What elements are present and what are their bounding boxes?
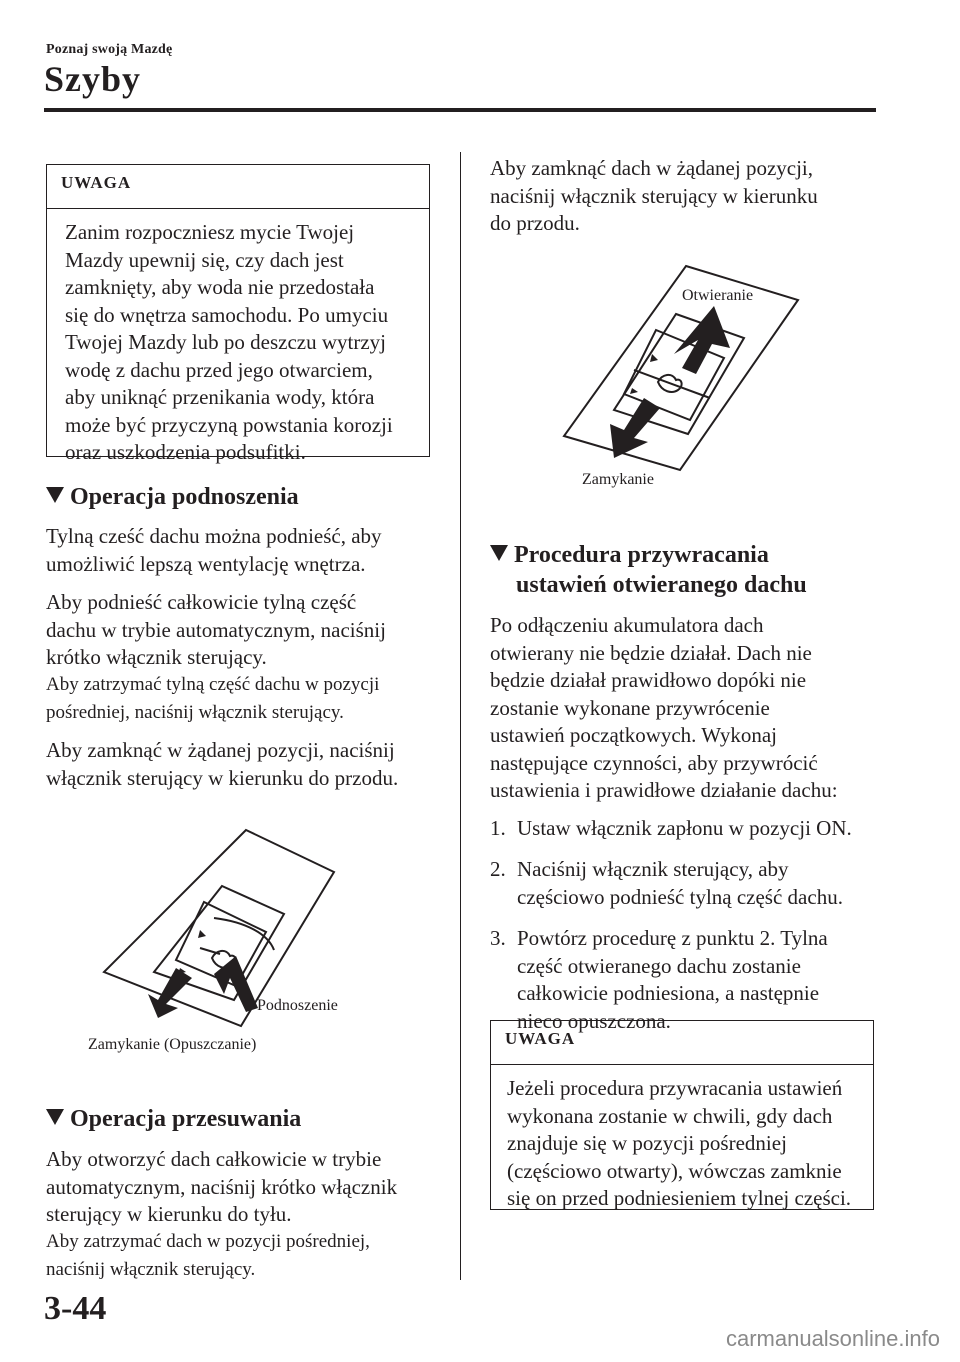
note-line: wodę z dachu przed jego otwarciem, <box>65 357 373 382</box>
text-line: krótko włącznik sterujący. <box>46 645 267 669</box>
paragraph <box>46 1146 397 1229</box>
page-title: Szyby <box>44 59 142 99</box>
heading-text: Procedura przywracania <box>514 542 769 568</box>
note-line: aby uniknąć przenikania wody, która <box>65 385 375 409</box>
watermark: carmanualsonline.info <box>725 1326 940 1351</box>
note-text <box>491 1065 873 1213</box>
list-text <box>517 815 852 843</box>
text-line: naciśnij włącznik sterujący. <box>46 1258 256 1280</box>
paragraph <box>46 1228 370 1283</box>
note-line: się on przed podniesieniem tylnej części. <box>507 1186 852 1210</box>
note-line: Twojej Mazdy lub po deszczu wytrzyj <box>65 330 387 354</box>
text-line: automatycznym, naciśnij krótko włącznik <box>46 1174 398 1199</box>
list-text <box>517 856 843 911</box>
text-line: włącznik sterujący w kierunku do przodu. <box>46 765 399 790</box>
text-line: naciśnij włącznik sterujący w kierunku <box>490 183 818 208</box>
note-line: się do wnętrza samochodu. Po umyciu <box>65 302 389 327</box>
note-line: znajduje się w pozycji pośredniej <box>507 1131 787 1155</box>
text-line: Aby otworzyć dach całkowicie w trybie <box>46 1147 382 1171</box>
section-heading-lift <box>46 482 299 512</box>
note-box-reset <box>490 1020 874 1210</box>
heading-text: Operacja przesuwania <box>70 1106 302 1132</box>
text-line: Po odłączeniu akumulatora dach <box>490 613 764 637</box>
text-line: umożliwić lepszą wentylację wnętrza. <box>46 551 366 576</box>
text-line: do przodu. <box>490 211 580 235</box>
text-line: Ustaw włącznik zapłonu w pozycji ON. <box>517 816 852 840</box>
text-line: dachu w trybie automatycznym, naciśnij <box>46 617 386 642</box>
list-number: 3. <box>490 926 506 950</box>
heading-text: ustawień otwieranego dachu <box>516 572 807 598</box>
text-line: Powtórz procedurę z punktu 2. Tylna <box>517 926 828 950</box>
text-line: część otwieranego dachu zostanie <box>517 953 801 978</box>
paragraph <box>46 523 382 578</box>
note-line: oraz uszkodzenia podsufitki. <box>65 440 306 464</box>
note-line: zamknięty, aby woda nie przedostała <box>65 275 375 299</box>
paragraph <box>490 612 838 805</box>
column-divider <box>460 152 461 1280</box>
text-line: częściowo podnieść tylną część dachu. <box>517 884 843 909</box>
list-text <box>517 925 828 1035</box>
text-line: Aby podnieść całkowicie tylną część <box>46 590 357 614</box>
text-line: zostanie wykonane przywrócenie <box>490 695 770 720</box>
figure-label: Otwieranie <box>682 287 754 304</box>
triangle-bullet-icon <box>490 545 508 561</box>
list-number: 1. <box>490 816 506 840</box>
text-line: sterujący w kierunku do tyłu. <box>46 1202 292 1226</box>
note-text <box>47 209 429 467</box>
paragraph <box>46 671 379 726</box>
note-line: Mazdy upewnij się, czy dach jest <box>65 247 344 272</box>
note-line: może być przyczyną powstania korozji <box>65 412 393 437</box>
note-line: wykonana zostanie w chwili, gdy dach <box>507 1103 833 1128</box>
paragraph <box>46 589 386 672</box>
text-line: pośredniej, naciśnij włącznik sterujący. <box>46 701 344 723</box>
text-line: ustawienia i prawidłowe działanie dachu: <box>490 778 838 802</box>
text-line: ustawień początkowych. Wykonaj <box>490 723 778 747</box>
figure-label: Podnoszenie <box>257 997 338 1014</box>
list-number: 2. <box>490 857 506 881</box>
triangle-bullet-icon <box>46 1109 64 1125</box>
text-line: Tylną cześć dachu można podnieść, aby <box>46 524 382 548</box>
note-line: Zanim rozpoczniesz mycie Twojej <box>65 220 355 244</box>
text-line: Aby zatrzymać tylną część dachu w pozycji <box>46 674 380 695</box>
text-line: Aby zamknąć w żądanej pozycji, naciśnij <box>46 738 395 762</box>
page-number: 3-44 <box>44 1290 107 1327</box>
note-line: (częściowo otwarty), wówczas zamknie <box>507 1158 842 1183</box>
text-line: Naciśnij włącznik sterujący, aby <box>517 857 789 881</box>
text-line: nieco opuszczona. <box>517 1008 671 1033</box>
figure-label: Zamykanie (Opuszczanie) <box>88 1036 257 1053</box>
paragraph <box>46 737 398 792</box>
text-line: Aby zamknąć dach w żądanej pozycji, <box>490 156 814 180</box>
header-rule <box>44 108 876 112</box>
figure-label: Zamykanie <box>582 471 654 488</box>
text-line: następujące czynności, aby przywrócić <box>490 750 818 775</box>
text-line: otwierany nie będzie działał. Dach nie <box>490 640 812 665</box>
paragraph <box>490 155 818 238</box>
text-line: całkowicie podniesiona, a następnie <box>517 981 820 1005</box>
section-heading-reset <box>490 540 807 600</box>
text-line: Aby zatrzymać dach w pozycji pośredniej, <box>46 1231 370 1252</box>
note-box-wash <box>46 164 430 464</box>
breadcrumb: Poznaj swoją Mazdę <box>46 42 173 57</box>
triangle-bullet-icon <box>46 487 64 503</box>
switch-lift-illustration <box>96 822 386 1032</box>
section-heading-slide <box>46 1104 301 1134</box>
note-label: UWAGA <box>47 165 429 209</box>
note-line: Jeżeli procedura przywracania ustawień <box>507 1076 843 1100</box>
heading-text: Operacja podnoszenia <box>70 484 299 510</box>
note-label: UWAGA <box>491 1021 873 1065</box>
text-line: będzie działał prawidłowo dopóki nie <box>490 668 807 692</box>
